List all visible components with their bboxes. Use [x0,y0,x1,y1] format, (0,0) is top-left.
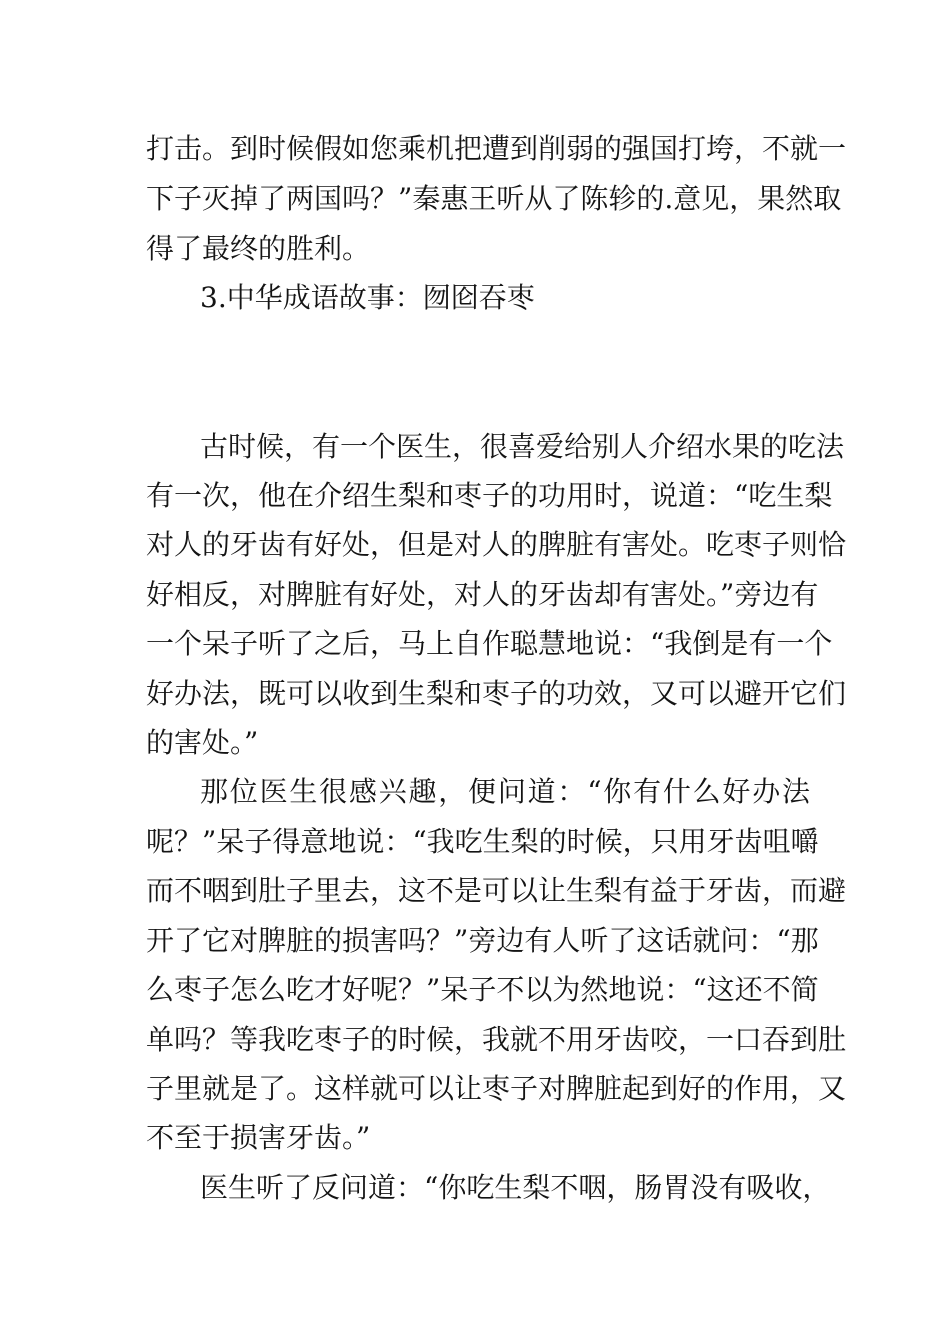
text-line: 好相反，对脾脏有好处，对人的牙齿却有害处。”旁边有 [146,578,819,611]
text-line: 下子灭掉了两国吗？”秦惠王听从了陈轸的.意见，果然取 [146,182,842,215]
text-line: 有一次，他在介绍生梨和枣子的功用时，说道：“吃生梨 [146,479,833,512]
paragraph-first-line: 古时候，有一个医生，很喜爱给别人介绍水果的吃法 [200,430,845,463]
text-line: 呢？”呆子得意地说：“我吃生梨的时候，只用牙齿咀嚼 [146,825,819,858]
text-line: 的害处。” [146,726,259,759]
text-line: 得了最终的胜利。 [146,232,371,265]
text-line: 对人的牙齿有好处，但是对人的脾脏有害处。吃枣子则恰 [146,528,847,561]
paragraph-first-line: 那位医生很感兴趣，便问道：“你有什么好办法 [200,775,810,808]
text-line: 而不咽到肚子里去，这不是可以让生梨有益于牙齿，而避 [146,874,847,907]
text-line: 开了它对脾脏的损害吗？”旁边有人听了这话就问：“那 [146,924,819,957]
text-line: 不至于损害牙齿。” [146,1121,371,1154]
text-line: 打击。到时候假如您乘机把遭到削弱的强国打垮，不就一 [146,132,847,165]
paragraph-first-line: 医生听了反问道：“你吃生梨不咽，肠胃没有吸收， [200,1171,831,1204]
text-line: 好办法，既可以收到生梨和枣子的功效，又可以避开它们 [146,677,847,710]
text-line: 单吗？等我吃枣子的时候，我就不用牙齿咬，一口吞到肚 [146,1023,847,1056]
text-line: 么枣子怎么吃才好呢？”呆子不以为然地说：“这还不简 [146,973,819,1006]
text-line: 一个呆子听了之后，马上自作聪慧地说：“我倒是有一个 [146,627,833,660]
section-heading: 3.中华成语故事：囫囵吞枣 [200,281,535,314]
text-line: 子里就是了。这样就可以让枣子对脾脏起到好的作用，又 [146,1072,847,1105]
